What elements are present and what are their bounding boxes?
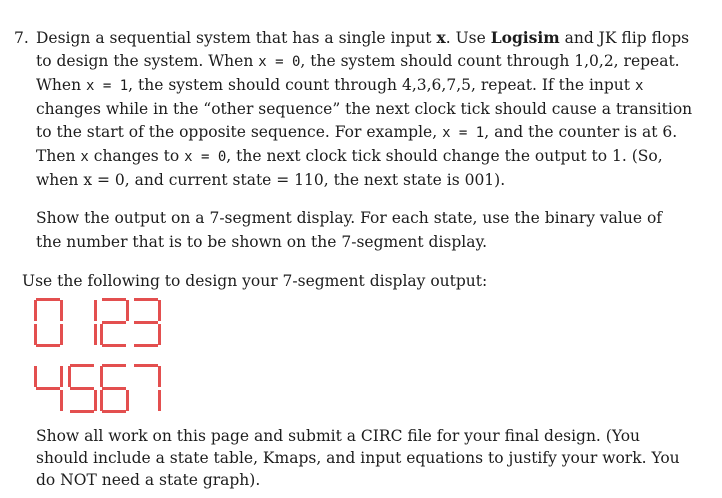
segment-e (100, 324, 103, 345)
segment-b (158, 366, 161, 387)
question-line (14, 74, 714, 98)
text: to design the system. When (36, 52, 259, 70)
text: x (83, 171, 93, 189)
code-expr: x (80, 149, 89, 165)
segment-g (102, 387, 126, 390)
display-instructions (36, 206, 662, 254)
segment-g (36, 387, 60, 390)
segment-c (60, 390, 63, 411)
segment-c (158, 390, 161, 411)
segment-g (70, 387, 94, 390)
text: , and the counter is at 6. (484, 123, 678, 141)
text: and JK flip flops (559, 29, 690, 47)
code-expr: x = 0 (258, 54, 301, 70)
segment-a (134, 298, 158, 301)
paragraph-line: should include a state table, Kmaps, and input equations to justify your work. You (36, 449, 680, 467)
input-x-bold: x (436, 28, 446, 47)
segment-g (134, 321, 158, 324)
code-expr: x = 0 (184, 149, 227, 165)
paragraph-line: Show all work on this page and submit a CIRC file for your final design. (You (36, 427, 641, 445)
segment-d (134, 344, 158, 347)
segment-b (126, 300, 129, 321)
text: changes while in the “other sequence” the next clock tick should cause a transition (36, 100, 693, 118)
segment-e (34, 324, 37, 345)
segment-b (60, 366, 63, 387)
code-expr: x (634, 78, 644, 94)
segment-d (70, 410, 94, 413)
segment-c (126, 390, 129, 411)
text: = 0, and current state = 110, the next state is 001). (92, 171, 506, 189)
segment-a (70, 364, 94, 367)
segment-f (34, 300, 37, 321)
code-expr: x = 1 (442, 125, 485, 141)
question-number: 7. (14, 29, 29, 47)
text: when (36, 171, 84, 189)
question-line (14, 26, 714, 50)
paragraph-line: Show the output on a 7-segment display. For each state, use the binary value of (36, 209, 663, 227)
text: , the next clock tick should change the output to 1. (So, (226, 147, 663, 165)
paragraph-line: the number that is to be shown on the 7-segment display. (36, 233, 488, 251)
segment-a (36, 298, 60, 301)
text: Then (36, 147, 81, 165)
segment-a (102, 364, 126, 367)
segment-f (34, 366, 37, 387)
segment-d (102, 410, 126, 413)
text: . Use (445, 29, 491, 47)
question-line (14, 145, 714, 169)
segment-f (68, 366, 71, 387)
segment-c (60, 324, 63, 345)
segment-d (102, 344, 126, 347)
text: , the system should count through 1,0,2, repeat. (300, 52, 680, 70)
text: When (36, 76, 86, 94)
code-expr: x = 1 (86, 78, 129, 94)
text: , the system should count through 4,3,6,7,5, repeat. If the input (128, 76, 635, 94)
segment-e (100, 390, 103, 411)
segment-b (60, 300, 63, 321)
logisim-bold: Logisim (490, 28, 560, 47)
submission-instructions (36, 425, 680, 491)
question-line (14, 50, 714, 74)
segment-a (134, 364, 158, 367)
segment-c (94, 324, 97, 345)
paragraph-line: do NOT need a state graph). (36, 471, 261, 489)
question-7 (14, 26, 714, 192)
question-line (14, 121, 714, 145)
segment-f (100, 366, 103, 387)
segment-a (102, 298, 126, 301)
question-line (14, 98, 714, 121)
segment-b (94, 300, 97, 321)
segment-c (158, 324, 161, 345)
design-prompt: Use the following to design your 7-segment display output: (22, 272, 488, 290)
segment-d (36, 344, 60, 347)
question-line (14, 169, 714, 192)
segment-b (158, 300, 161, 321)
text: changes to (88, 147, 185, 165)
text: to the start of the opposite sequence. For example, (36, 123, 443, 141)
text: Design a sequential system that has a single input (36, 29, 437, 47)
segment-c (94, 390, 97, 411)
segment-g (102, 321, 126, 324)
